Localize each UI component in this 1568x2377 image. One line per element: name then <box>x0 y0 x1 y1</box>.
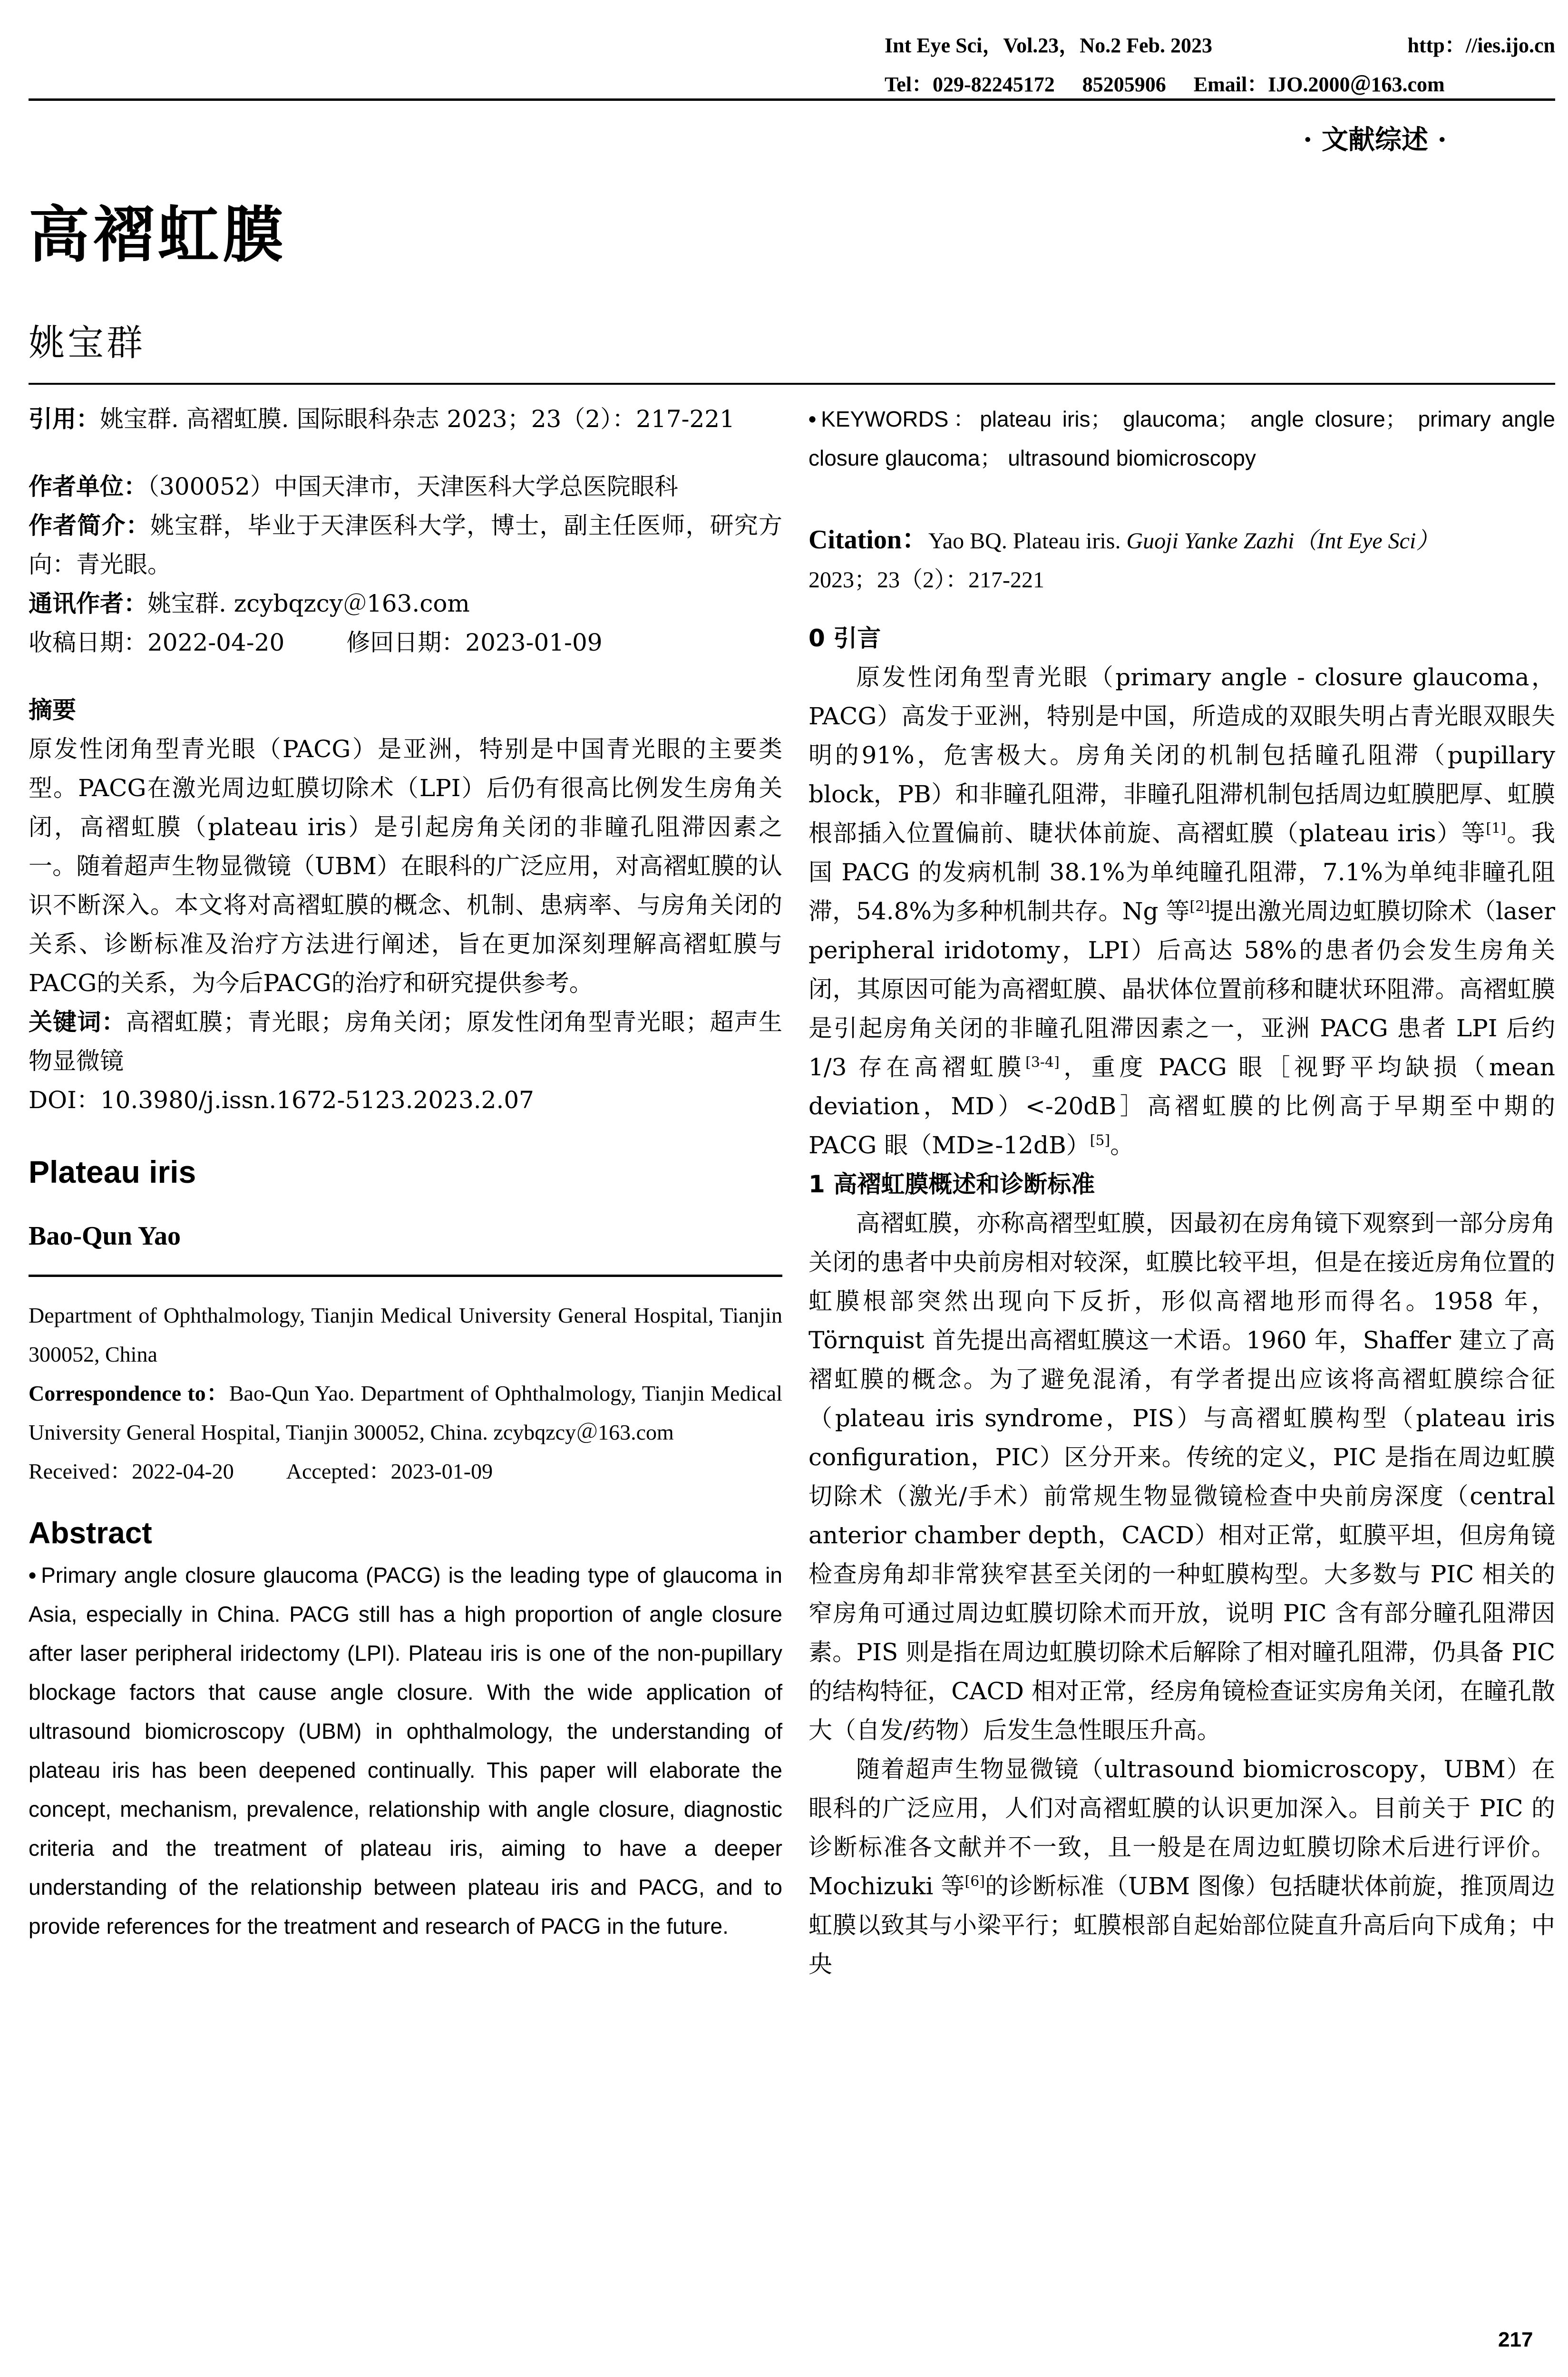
spacer <box>808 477 1555 520</box>
dates-zh <box>29 623 782 662</box>
page-number: 217 <box>1498 2328 1533 2351</box>
citation-en-journal: Guoji Yanke Zazhi <box>1126 528 1295 554</box>
title-divider <box>29 383 1555 385</box>
abstract-heading-zh: 摘要 <box>29 696 76 724</box>
section-heading-introduction: 0 引言 <box>808 624 881 652</box>
keywords-zh <box>29 1003 782 1081</box>
reference-link-3-4[interactable]: [3-4] <box>1025 1054 1060 1071</box>
citation-zh <box>29 399 782 438</box>
paragraph-text: 。 <box>1110 1131 1134 1159</box>
paragraph-text: ，重度 PACG 眼［视野平均缺损（mean deviation，MD）<-20dB］高褶虹膜的比例高于早期至中期的 PACG 眼（MD≥-12dB） <box>808 1053 1555 1159</box>
spacer <box>29 662 782 691</box>
accepted-date-en: Accepted：2023-01-09 <box>286 1459 493 1483</box>
affiliation-text: （300052）中国天津市，天津医科大学总医院眼科 <box>147 473 678 500</box>
running-header <box>885 26 1555 104</box>
overview-paragraph-1: 高褶虹膜，亦称高褶型虹膜，因最初在房角镜下观察到一部分房角关闭的患者中央前房相对较深，虹膜比较平坦，但是在接近房角位置的虹膜根部突然出现向下反折，形似高褶地形而得名。1958 年，Törnquist 首先提出高褶虹膜这一术语。1960 年，Shaffer 建立了高褶虹膜的概念。为了避免混淆，有学者提出应该将高褶虹膜综合征（plateau iris syndrome，PIS）与高褶虹膜构型（plateau iris configuration，PIC）区分开来。传统的定义，PIC 是指在周边虹膜切除术（激光/手术）前常规生物显微镜检查中央前房深度（central anterior chamber depth，CACD）相对正常，虹膜平坦，但房角镜检查房角却非常狭窄甚至关闭的一种虹膜构型。大多数与 PIC 相关的窄房角可通过周边虹膜切除术而开放，说明 PIC 含有部分瞳孔阻滞因素。PIS 则是指在周边虹膜切除术后解除了相对瞳孔阻滞，仍具备 PIC 的结构特征，CACD 相对正常，经房角镜检查证实房角关闭，在瞳孔散大（自发/药物）后发生急性眼压升高。 <box>808 1209 1555 1744</box>
article-title-en: Plateau iris <box>29 1154 196 1189</box>
author-name-zh: 姚宝群 <box>29 321 146 364</box>
journal-tel-2: 85205906 <box>1082 73 1166 96</box>
citation-en-label: Citation： <box>808 525 928 555</box>
paragraph-text: 。我国 PACG 的发病机制 38.1%为单纯瞳孔阻滞，7.1%为单纯非瞳孔阻滞，54.8%为多种机制共存。Ng 等 <box>808 819 1556 925</box>
affiliation-en: Department of Ophthalmology, Tianjin Medical University General Hospital, Tianjin 300052, China <box>29 1303 782 1366</box>
spacer <box>29 1491 782 1510</box>
reference-link-1[interactable]: [1] <box>1486 820 1506 837</box>
corresponding-text: 姚宝群. zcybqzcy＠163.com <box>147 590 470 617</box>
citation-en <box>808 520 1555 600</box>
keywords-en-text: plateau iris； glaucoma； angle closure； primary angle closure glaucoma； ultrasound biomicroscopy <box>808 407 1555 470</box>
spacer <box>808 600 1555 619</box>
keywords-zh-label: 关键词： <box>29 1008 126 1036</box>
article-title-zh: 高褶虹膜 <box>29 200 288 271</box>
spacer <box>29 1196 782 1215</box>
correspondence-label-en: Correspondence to： <box>29 1381 229 1405</box>
reference-link-2[interactable]: [2] <box>1189 898 1210 915</box>
english-title-divider <box>29 1275 782 1277</box>
abstract-heading-en: Abstract <box>29 1516 152 1550</box>
citation-en-text: Yao BQ. Plateau iris. <box>928 528 1127 554</box>
abstract-en-text: Primary angle closure glaucoma (PACG) is the leading type of glaucoma in Asia, especially in China. PACG still has a high proportion of angle closure after laser peripheral iridectomy (LPI). Plateau iris is one of the non-pupillary blockage factors that cause angle closure. With the wide application of ultrasound biomicroscopy (UBM) in ophthalmology, the understanding of plateau iris has been deepened continually. This paper will elaborate the concept, mechanism, prevalence, relationship with angle closure, diagnostic criteria and the treatment of plateau iris, aiming to have a deeper understanding of the relationship between plateau iris and PACG, and to provide references for the treatment and research of PACG in the future. <box>29 1563 782 1939</box>
bio-label: 作者简介： <box>29 512 150 539</box>
reference-link-5[interactable]: [5] <box>1090 1132 1110 1149</box>
correspondence-text-en: Bao-Qun Yao. Department of Ophthalmology, Tianjin Medical University General Hospital, Tianjin 300052, China. zcybqzcy＠163.com <box>29 1381 782 1444</box>
citation-zh-label: 引用： <box>29 405 100 433</box>
journal-issue: Int Eye Sci，Vol.23，No.2 Feb. 2023 <box>885 34 1212 57</box>
author-name-en: Bao-Qun Yao <box>29 1221 181 1251</box>
keywords-en <box>808 399 1555 477</box>
author-bio <box>29 506 782 584</box>
spacer <box>29 438 782 467</box>
paragraph-text: 原发性闭角型青光眼（primary angle - closure glaucoma，PACG）高发于亚洲，特别是中国，所造成的双眼失明占青光眼双眼失明的91%，危害极大。房角关闭的机制包括瞳孔阻滞（pupillary block，PB）和非瞳孔阻滞，非瞳孔阻滞机制包括周边虹膜肥厚、虹膜根部插入位置偏前、睫状体前旋、高褶虹膜（plateau iris）等 <box>808 663 1555 847</box>
paragraph-text: 随着超声生物显微镜（ultrasound biomicroscopy，UBM）在眼科的广泛应用，人们对高褶虹膜的认识更加深入。目前关于 PIC 的诊断标准各文献并不一致，且一般是在周边虹膜切除术后进行评价。Mochizuki 等 <box>808 1755 1555 1900</box>
section-heading-overview: 1 高褶虹膜概述和诊断标准 <box>808 1170 1095 1198</box>
corresponding-label: 通讯作者： <box>29 590 147 617</box>
author-affiliation <box>29 467 782 506</box>
received-date-zh: 收稿日期：2022-04-20 <box>29 629 285 656</box>
journal-url[interactable]: http：//ies.ijo.cn <box>1407 34 1555 57</box>
introduction-paragraph <box>808 658 1555 1165</box>
affiliation-label: 作者单位： <box>29 473 147 500</box>
correspondence-en <box>29 1374 782 1452</box>
reference-link-6[interactable]: [6] <box>964 1873 985 1890</box>
paragraph-text: 的诊断标准（UBM 图像）包括睫状体前旋，推顶周边虹膜以致其与小梁平行；虹膜根部自起始部位陡直升高后向下成角；中央 <box>808 1872 1555 1978</box>
journal-email[interactable]: Email：IJO.2000＠163.com <box>1193 73 1445 96</box>
section-tag: · 文献综述 · <box>1303 124 1447 156</box>
citation-en-tail: 2023；23（2）：217-221 <box>808 567 1044 593</box>
right-column <box>808 399 1555 1984</box>
doi[interactable]: DOI：10.3980/j.issn.1672-5123.2023.2.07 <box>29 1086 534 1114</box>
received-date-en: Received：2022-04-20 <box>29 1459 234 1483</box>
bullet-icon: • <box>808 407 817 431</box>
keywords-en-label: KEYWORDS： <box>821 407 980 431</box>
overview-paragraph-2 <box>808 1750 1555 1984</box>
bio-text: 姚宝群，毕业于天津医科大学，博士，副主任医师，研究方向：青光眼。 <box>29 512 783 578</box>
citation-zh-text: 姚宝群. 高褶虹膜. 国际眼科杂志 2023；23（2）：217-221 <box>100 405 735 433</box>
abstract-zh: 原发性闭角型青光眼（PACG）是亚洲，特别是中国青光眼的主要类型。PACG在激光周边虹膜切除术（LPI）后仍有很高比例发生房角关闭，高褶虹膜（plateau iris）是引起房角关闭的非瞳孔阻滞因素之一。随着超声生物显微镜（UBM）在眼科的广泛应用，对高褶虹膜的认识不断深入。本文将对高褶虹膜的概念、机制、患病率、与房角关闭的关系、诊断标准及治疗方法进行阐述，旨在更加深刻理解高褶虹膜与PACG的关系，为今后PACG的治疗和研究提供参考。 <box>29 735 782 997</box>
citation-en-journal-en: （Int Eye Sci） <box>1294 528 1439 554</box>
header-divider <box>29 98 1555 101</box>
revised-date-zh: 修回日期：2023-01-09 <box>346 629 603 656</box>
dates-en <box>29 1452 782 1491</box>
keywords-zh-text: 高褶虹膜；青光眼；房角关闭；原发性闭角型青光眼；超声生物显微镜 <box>29 1008 783 1075</box>
paragraph-text: 提出激光周边虹膜切除术（laser peripheral iridotomy，LPI）后高达 58%的患者仍会发生房角关闭，其原因可能为高褶虹膜、晶状体位置前移和睫状环阻滞。高褶虹膜是引起房角关闭的非瞳孔阻滞因素之一，亚洲 PACG 患者 LPI 后约 1/3 存在高褶虹膜 <box>808 897 1555 1081</box>
bullet-icon: • <box>29 1563 37 1588</box>
abstract-en <box>29 1556 782 1946</box>
running-header-line-1 <box>885 26 1555 65</box>
corresponding-author <box>29 584 782 623</box>
journal-tel: Tel：029-82245172 <box>885 73 1055 96</box>
spacer <box>29 1120 782 1148</box>
left-column <box>29 399 782 1946</box>
